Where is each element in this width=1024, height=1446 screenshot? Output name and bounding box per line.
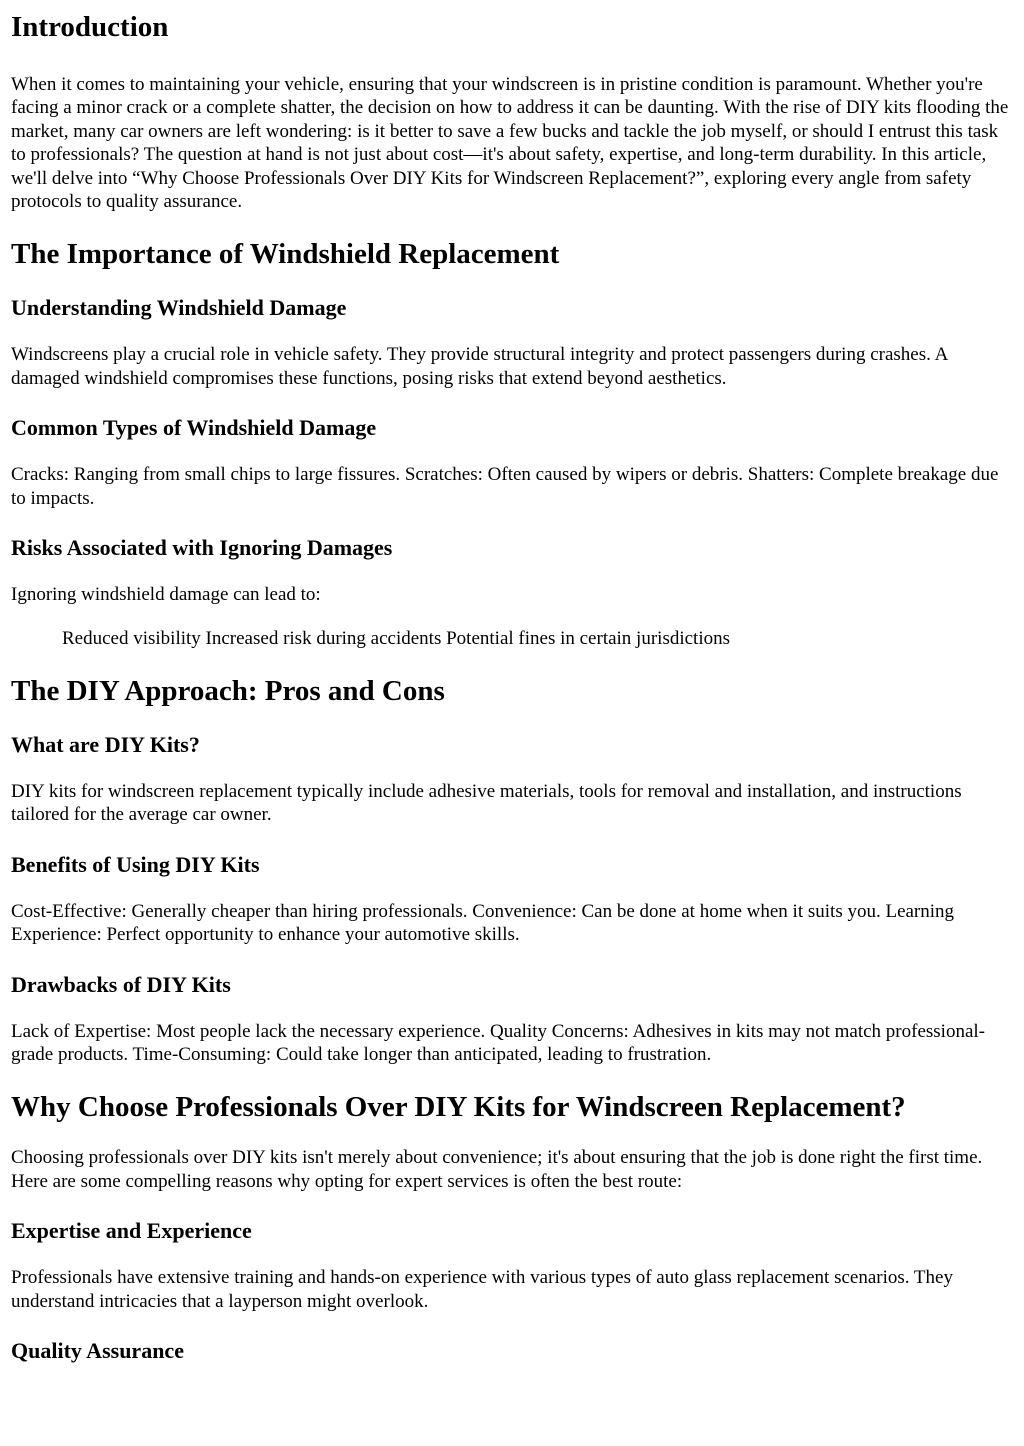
subheading-diy-benefits: Benefits of Using DIY Kits — [11, 851, 260, 877]
paragraph-introduction: When it comes to maintaining your vehicle, ensuring that your windscreen is in pristine condition is paramount. Whether you're facing a minor crack or a complete shatter, the decision on how to address it can be daunting. With the rise of DIY kits flooding the market, many car owners are left wondering: is it better to save a few bucks and tackle the job myself, or should I entrust this task to professionals? The question at hand is not just about cost—it's about safety, expertise, and long-term durability. In this article, we'll delve into “Why Choose Professionals Over DIY Kits for Windscreen Replacement?”, exploring every angle from safety protocols to quality assurance. — [11, 74, 1009, 213]
subheading-quality-assurance: Quality Assurance — [11, 1337, 184, 1363]
paragraph-understanding-damage: Windscreens play a crucial role in vehicle safety. They provide structural integrity and protect passengers during crashes. A damaged windshield compromises these functions, posing risks that extend beyond aesthetics. — [11, 344, 948, 389]
subheading-damage-types: Common Types of Windshield Damage — [11, 415, 377, 441]
paragraph-why-professionals: Choosing professionals over DIY kits isn't merely about convenience; it's about ensuring that the job is done right the first time. Here are some compelling reasons why opting for expert services is often the best route: — [11, 1147, 983, 1192]
subheading-expertise: Expertise and Experience — [11, 1218, 252, 1244]
paragraph-damage-types: Cracks: Ranging from small chips to large fissures. Scratches: Often caused by wipers or debris. Shatters: Complete breakage due to impacts. — [11, 464, 999, 509]
subheading-understanding-damage: Understanding Windshield Damage — [11, 295, 347, 321]
subheading-what-are-diy-kits: What are DIY Kits? — [11, 731, 200, 757]
subheading-diy-drawbacks: Drawbacks of DIY Kits — [11, 971, 231, 997]
heading-diy-approach: The DIY Approach: Pros and Cons — [11, 674, 445, 707]
heading-importance: The Importance of Windshield Replacement — [11, 238, 560, 271]
subheading-risks: Risks Associated with Ignoring Damages — [11, 535, 393, 561]
paragraph-expertise: Professionals have extensive training and hands-on experience with various types of auto glass replacement scenarios. They understand intricacies that a layperson might overlook. — [11, 1267, 953, 1312]
paragraph-risks-intro: Ignoring windshield damage can lead to: — [11, 584, 321, 606]
heading-why-professionals: Why Choose Professionals Over DIY Kits for Windscreen Replacement? — [11, 1091, 906, 1124]
heading-introduction: Introduction — [11, 11, 169, 43]
paragraph-what-are-diy-kits: DIY kits for windscreen replacement typically include adhesive materials, tools for removal and installation, and instructions tailored for the average car owner. — [11, 780, 962, 826]
risks-list: Reduced visibility Increased risk during accidents Potential fines in certain jurisdictions — [62, 628, 730, 650]
paragraph-diy-drawbacks: Lack of Expertise: Most people lack the necessary experience. Quality Concerns: Adhesives in kits may not match professional-grade products. Time-Consuming: Could take longer than anticipated, leading to frustration. — [11, 1020, 985, 1065]
paragraph-diy-benefits: Cost-Effective: Generally cheaper than hiring professionals. Convenience: Can be done at home when it suits you. Learning Experience: Perfect opportunity to enhance your automotive skills. — [11, 900, 955, 946]
